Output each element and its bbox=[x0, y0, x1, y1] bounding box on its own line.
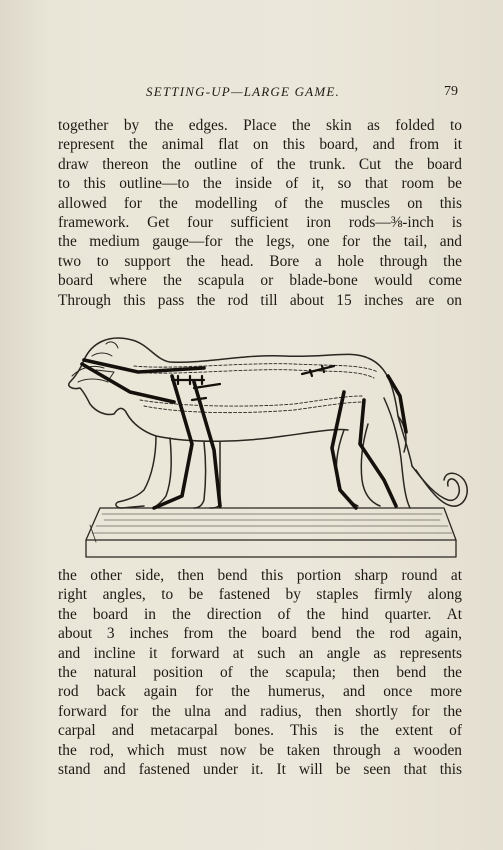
text-line: allowed for the modelling of the muscles on this bbox=[58, 194, 462, 212]
text-line: to this outline—to the inside of it, so that room be bbox=[58, 175, 462, 193]
text-line: about 3 inches from the board bend the rod again, bbox=[58, 625, 462, 643]
text-line: the medium gauge—for the legs, one for the tail, and bbox=[58, 233, 462, 251]
text-line: together by the edges. Place the skin as folded to bbox=[58, 117, 462, 134]
animal-outline bbox=[69, 338, 467, 508]
text-line: two to support the head. Bore a hole through the bbox=[58, 252, 462, 270]
text-line: the other side, then bend this portion sharp round at bbox=[58, 567, 462, 584]
text-line: stand and fastened under it. It will be seen that this bbox=[58, 760, 462, 778]
running-head: SETTING-UP—LARGE GAME. bbox=[146, 84, 340, 99]
text-line: framework. Get four sufficient iron rods—⅜-inch is bbox=[58, 213, 462, 231]
text-line: board where the scapula or blade-bone would come bbox=[58, 272, 462, 290]
text-line: the natural position of the scapula; then bend the bbox=[58, 663, 462, 681]
text-line: rod back again for the humerus, and once more bbox=[58, 683, 462, 701]
text-line: and incline it forward at such an angle as represents bbox=[58, 644, 462, 662]
base-board bbox=[86, 508, 456, 557]
iron-rods bbox=[82, 360, 406, 508]
paragraph-bottom bbox=[58, 566, 462, 779]
text-line: right angles, to be fastened by staples firmly along bbox=[58, 586, 462, 604]
lion-armature-illustration bbox=[44, 320, 474, 565]
text-line: Through this pass the rod till about 15 inches are on bbox=[58, 291, 462, 309]
text-line: carpal and metacarpal bones. This is the extent of bbox=[58, 722, 462, 740]
page-header bbox=[0, 84, 503, 106]
text-line: the rod, which must now be taken through a wooden bbox=[58, 741, 462, 759]
text-line: the board in the direction of the hind quarter. At bbox=[58, 605, 462, 623]
text-line: represent the animal flat on this board, and from it bbox=[58, 136, 462, 154]
page-number: 79 bbox=[444, 84, 458, 99]
text-line: draw thereon the outline of the trunk. Cut the board bbox=[58, 155, 462, 173]
paragraph-top bbox=[58, 116, 462, 310]
text-line: forward for the ulna and radius, then shortly for the bbox=[58, 702, 462, 720]
